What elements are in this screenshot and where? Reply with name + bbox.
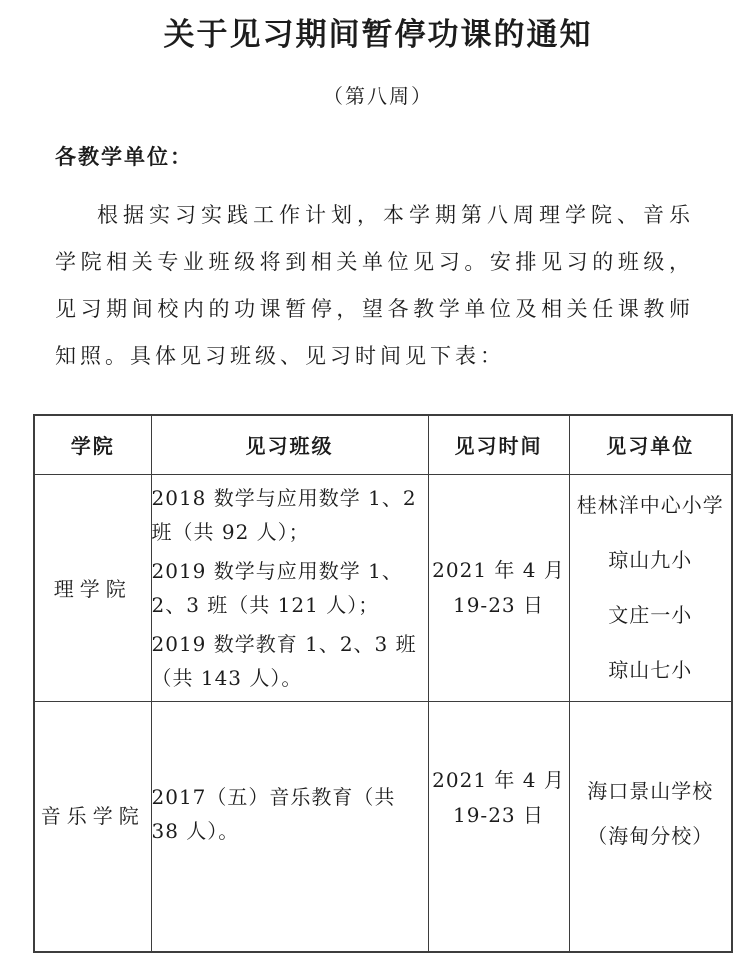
unit-item: 桂林洋中心小学 [576, 492, 724, 517]
header-cell-units: 见习单位 [569, 415, 732, 474]
class-item: 2019 数学教育 1、2、3 班（共 143 人）。 [151, 631, 417, 690]
subtitle-week: （第八周） [323, 84, 433, 108]
unit-item: 琼山九小 [608, 547, 693, 572]
class-item: 2018 数学与应用数学 1、2 班（共 92 人）； [151, 485, 417, 544]
internship-schedule-table [33, 414, 733, 953]
page-title: 关于见习期间暂停功课的通知 [163, 17, 593, 53]
college-cell-science: 理学院 [34, 474, 151, 701]
time-line: 19-23 日 [452, 803, 544, 828]
salutation: 各教学单位： [55, 146, 193, 169]
time-line: 2021 年 4 月 [432, 768, 565, 793]
college-cell-music: 音乐学院 [34, 701, 151, 952]
table-row-science-college [34, 474, 732, 701]
classes-cell-science [151, 474, 428, 701]
header-cell-classes: 见习班级 [151, 415, 428, 474]
table-header-row [34, 415, 732, 474]
header-cell-college: 学院 [34, 415, 151, 474]
time-cell-science [428, 474, 569, 701]
units-cell-music [569, 701, 732, 952]
time-line: 19-23 日 [452, 592, 544, 617]
header-cell-time: 见习时间 [428, 415, 569, 474]
body-paragraph: 根据实习实践工作计划，本学期第八周理学院、音乐学院相关专业班级将到相关单位见习。安排见习的班级，见习期间校内的功课暂停，望各教学单位及相关任课教师知照。具体见习班级、见习时间见下表： [55, 203, 694, 368]
classes-cell-music [151, 701, 428, 952]
unit-item: 琼山七小 [608, 657, 693, 682]
class-item: 2019 数学与应用数学 1、2、3 班（共 121 人）； [151, 558, 403, 617]
time-line: 2021 年 4 月 [432, 557, 565, 582]
unit-item: 文庄一小 [608, 602, 693, 627]
table-row-music-college [34, 701, 732, 952]
unit-item: （海甸分校） [587, 824, 714, 849]
time-cell-music [428, 701, 569, 952]
class-item: 2017（五）音乐教育（共 38 人）。 [151, 785, 396, 844]
unit-item: 海口景山学校 [587, 779, 714, 804]
units-cell-science [569, 474, 732, 701]
